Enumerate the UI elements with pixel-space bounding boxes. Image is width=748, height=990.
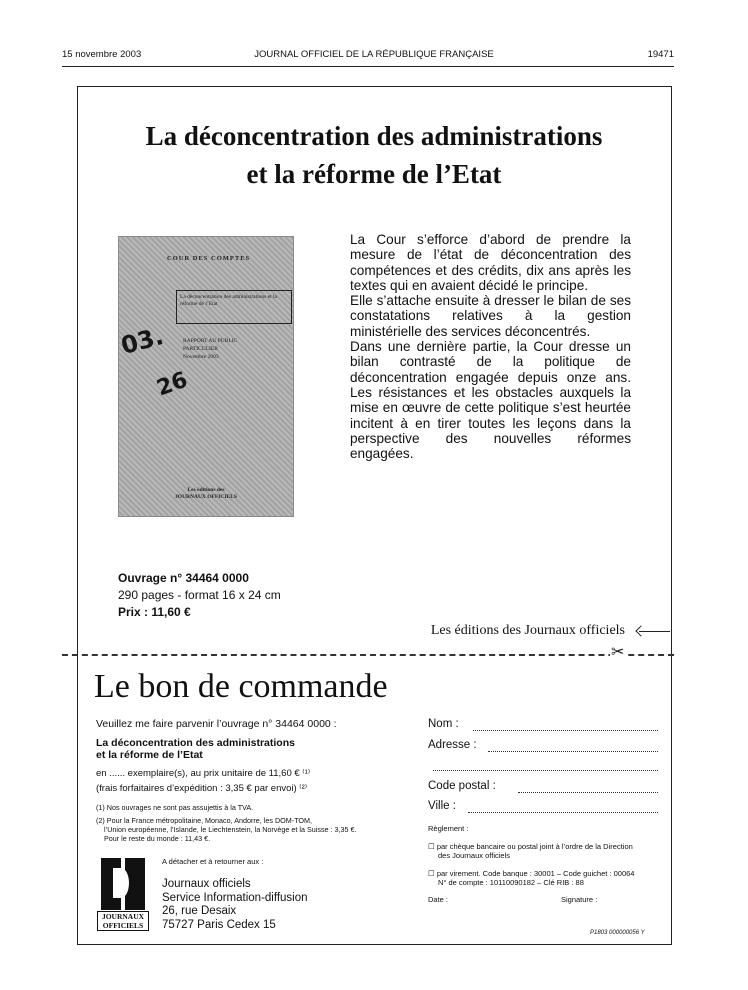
logo-text-line-1: JOURNAUX — [101, 912, 145, 921]
city-field-label: Ville : — [428, 800, 456, 812]
cover-subtitle-line-1: RAPPORT AU PUBLIC — [183, 338, 238, 344]
order-note-2-line-3: Pour le reste du monde : 11,43 €. — [104, 833, 211, 843]
postal-code-field[interactable] — [518, 782, 658, 793]
cut-line — [62, 654, 674, 656]
title-line-1: La déconcentration des administrations — [145, 121, 603, 151]
customer-fields — [428, 718, 658, 938]
book-cover-image — [118, 236, 294, 517]
order-note-2 — [96, 816, 406, 843]
description-paragraph: Dans une dernière partie, la Cour dresse un bilan contrasté de la politique de déconcentration engagée depuis onze ans. Les résistances et les obstacles auxquels la mise en œuvre de cette politique s’est heurtée incitent à en tirer toutes les leçons dans la perspective des nouvelles réformes engagées. — [350, 339, 631, 462]
cover-handwritten-mark-1: 03. — [118, 321, 167, 361]
address-line: Service Information-diffusion — [162, 891, 308, 904]
payment-transfer-line-1: par virement. Code banque : 30001 – Code guichet : 00064 — [436, 869, 635, 878]
order-shipping-line: (frais forfaitaires d’expédition : 3,35 € par envoi) ⁽²⁾ — [96, 783, 308, 794]
editions-label: Les éditions des Journaux officiels — [430, 623, 625, 638]
title-line-2: et la réforme de l’Etat — [246, 159, 502, 189]
cover-publisher: COUR DES COMPTES — [167, 255, 251, 262]
journaux-officiels-logo — [97, 858, 149, 930]
order-note-1: (1) Nos ouvrages ne sont pas assujettis à la TVA. — [96, 802, 254, 812]
return-address — [162, 878, 308, 932]
header-rule — [62, 66, 674, 67]
product-reference: Ouvrage n° 34464 0000 — [118, 571, 249, 585]
city-field[interactable] — [468, 802, 658, 813]
name-field-label: Nom : — [428, 718, 459, 730]
payment-option-transfer[interactable] — [428, 869, 634, 887]
order-details — [96, 718, 406, 843]
address-line: Journaux officiels — [162, 878, 251, 890]
return-label: A détacher et à retourner aux : — [162, 857, 264, 866]
order-book-title-line-2: et la réforme de l’Etat — [96, 749, 203, 761]
cover-subtitle-line-2: PARTICULIER — [183, 346, 218, 352]
address-field-line-2[interactable] — [433, 760, 658, 771]
order-quantity-line: en ...... exemplaire(s), au prix unitaire de 11,60 € ⁽¹⁾ — [96, 767, 311, 779]
cover-title: La déconcentration des administrations et la réforme de l’Etat — [180, 294, 277, 307]
logo-text — [97, 911, 149, 931]
payment-transfer-line-2: N° de compte : 10110090182 – Clé RIB : 88 — [438, 878, 584, 887]
order-form-heading: Le bon de commande — [94, 668, 388, 705]
header-date: 15 novembre 2003 — [62, 49, 142, 60]
scissors-icon: ✂ — [611, 644, 625, 661]
payment-cheque-line-1: par chèque bancaire ou postal joint à l’ordre de la Direction — [436, 842, 633, 851]
page-title — [100, 117, 648, 193]
payment-heading: Règlement : — [428, 824, 469, 833]
header-journal-name: JOURNAL OFFICIEL DE LA RÉPUBLIQUE FRANÇAISE — [254, 49, 494, 60]
order-book-title — [96, 737, 406, 762]
cover-date: Novembre 2003 — [183, 354, 219, 360]
checkbox-icon[interactable]: ☐ — [428, 869, 435, 878]
book-description — [350, 232, 631, 461]
date-field-label: Date : — [428, 895, 449, 904]
order-book-title-line-1: La déconcentration des administrations — [96, 736, 295, 749]
cover-footer-line-2: JOURNAUX OFFICIELS — [175, 494, 237, 500]
logo-text-line-2: OFFICIELS — [102, 921, 144, 930]
address-field[interactable] — [488, 741, 658, 752]
address-line: 26, rue Desaix — [162, 905, 237, 917]
name-field[interactable] — [473, 720, 658, 731]
product-format: 290 pages - format 16 x 24 cm — [118, 588, 281, 602]
reference-code: P1803 000000056 Y — [590, 930, 645, 936]
cover-subtitle — [183, 337, 283, 361]
cover-handwritten-mark-2: 26 — [153, 367, 191, 402]
checkbox-icon[interactable]: ☐ — [428, 842, 435, 851]
address-line: 75727 Paris Cedex 15 — [162, 918, 276, 931]
signature-field-label: Signature : — [561, 895, 598, 904]
payment-option-cheque[interactable] — [428, 842, 633, 860]
payment-cheque-line-2: des Journaux officiels — [438, 851, 510, 860]
order-request: Veuillez me faire parvenir l’ouvrage n° 34464 0000 : — [96, 718, 337, 730]
header-page-number: 19471 — [647, 49, 674, 60]
description-paragraph: La Cour s’efforce d’abord de prendre la mesure de l’état de déconcentration des compétences et des crédits, dix ans après les textes qui en avaient décidé le principe. — [350, 232, 631, 293]
address-field-label: Adresse : — [428, 739, 477, 751]
postal-code-field-label: Code postal : — [428, 780, 496, 792]
order-note-2-line-1: (2) Pour la France métropolitaine, Monaco, Andorre, les DOM-TOM, — [96, 815, 312, 825]
product-price: Prix : 11,60 € — [118, 605, 191, 619]
product-info — [118, 570, 281, 621]
order-note-2-line-2: l’Union européenne, l’Islande, le Liechtenstein, la Norvège et la Suisse : 3,35 €. — [104, 824, 357, 834]
description-paragraph: Elle s’attache ensuite à dresser le bilan de ses constatations relatives à la gestion ministérielle des services déconcentrés. — [350, 293, 631, 339]
cover-footer — [119, 487, 293, 501]
cover-footer-line-1: Les éditions des — [187, 487, 225, 493]
